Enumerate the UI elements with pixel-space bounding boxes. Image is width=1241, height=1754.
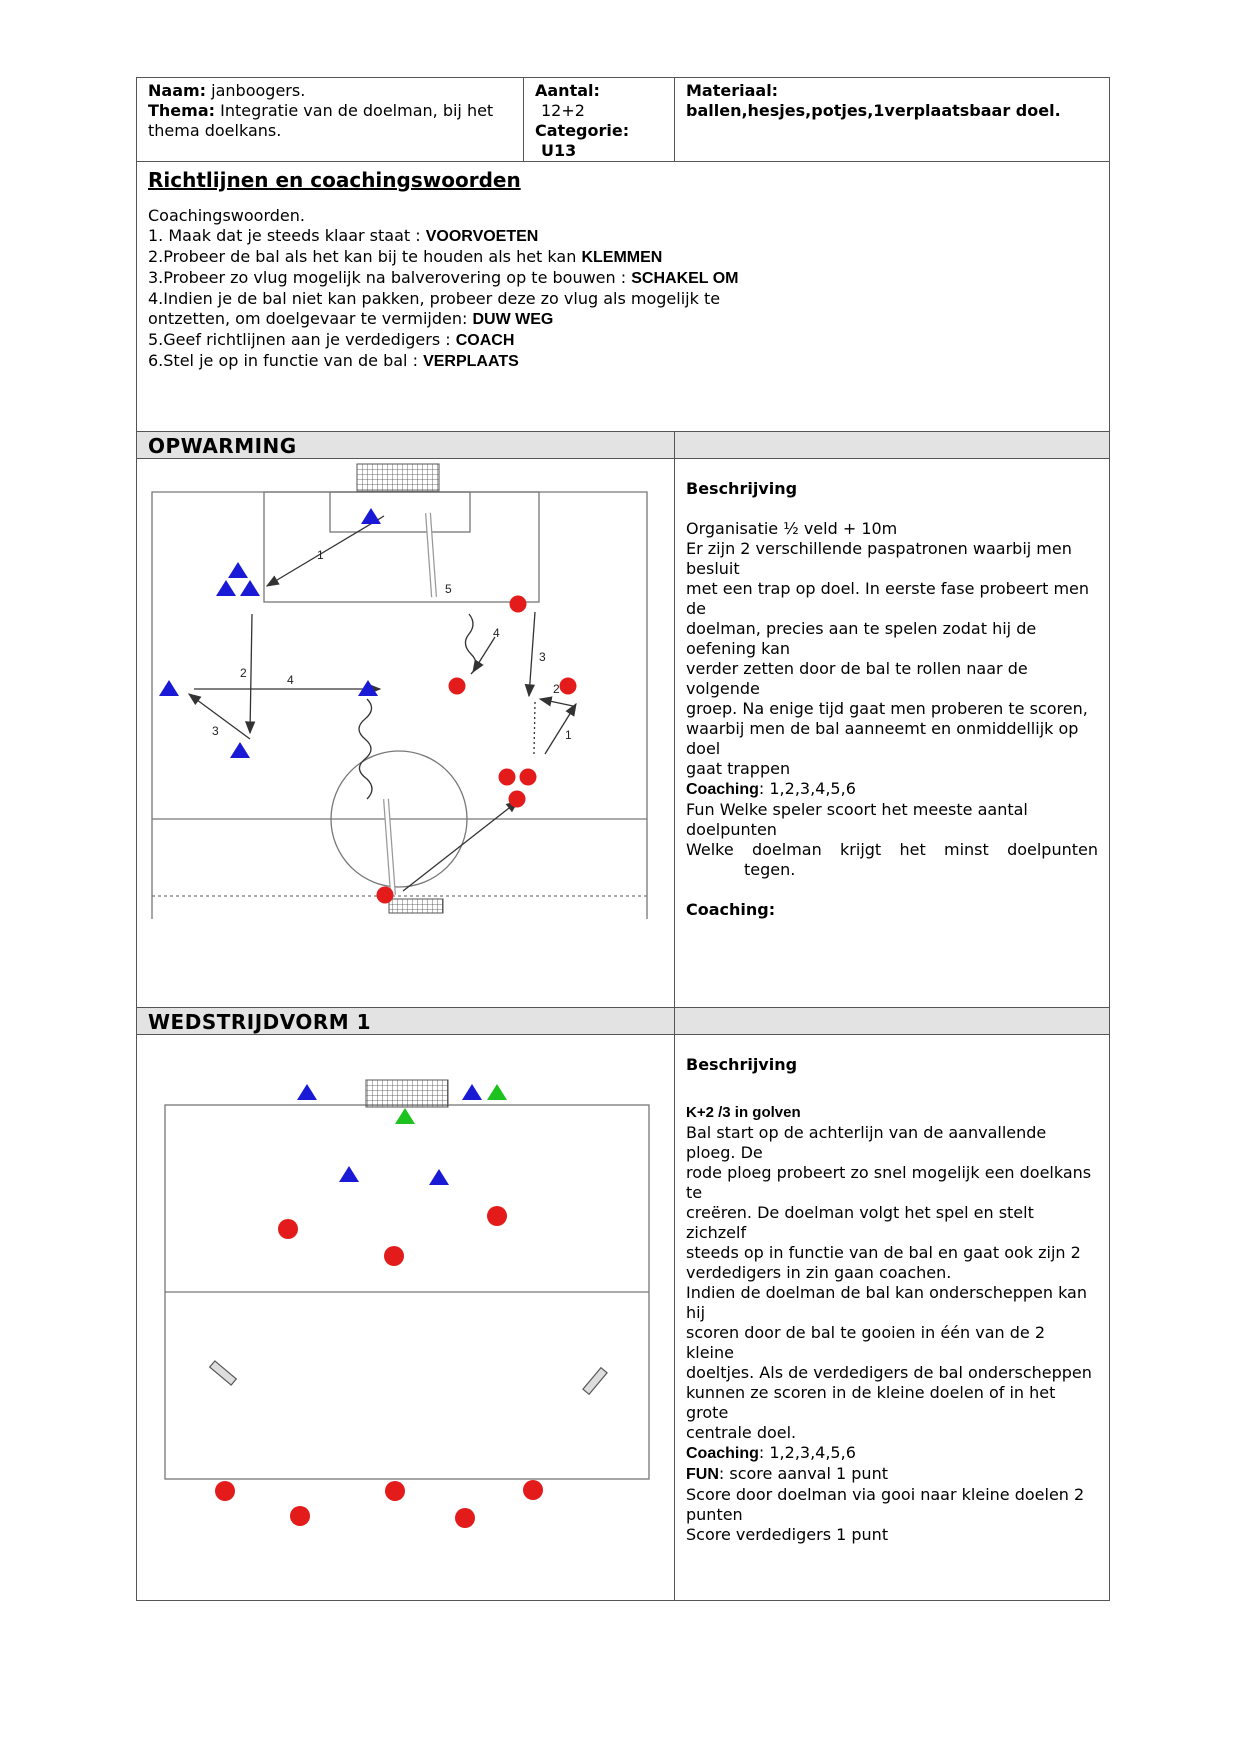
opwarming-row <box>137 459 1110 1008</box>
guidelines-title: Richtlijnen en coachingswoorden <box>148 168 521 192</box>
red-player-icon <box>290 1506 310 1526</box>
red-player-icon <box>455 1508 475 1528</box>
guideline-item: 3.Probeer zo vlug mogelijk na balverovering op te bouwen : SCHAKEL OM <box>148 268 739 287</box>
naam-cell: Naam: janboogers. Thema: Integratie van de doelman, bij het thema doelkans. <box>137 78 524 162</box>
red-player-icon <box>523 1480 543 1500</box>
desc-line: Score verdedigers 1 punt <box>686 1525 889 1544</box>
blue-player-icon <box>240 580 260 596</box>
red-player-icon <box>384 1246 404 1266</box>
arrows <box>189 513 576 895</box>
session-sheet <box>136 77 1109 1601</box>
blue-player-icon <box>429 1169 449 1185</box>
red-player-icon <box>510 596 527 613</box>
small-goals <box>210 1361 607 1394</box>
materiaal-value: ballen,hesjes,potjes,1verplaatsbaar doel. <box>686 101 1061 120</box>
arrow-label: 2 <box>240 666 247 680</box>
guideline-item: 6.Stel je op in functie van de bal : VERPLAATS <box>148 351 519 370</box>
red-players <box>215 1206 543 1528</box>
green-player-icon <box>395 1108 415 1124</box>
desc-line: steeds op in functie van de bal en gaat ook zijn 2 <box>686 1243 1081 1262</box>
arrow-label: 5 <box>445 582 452 596</box>
pitch-lines <box>165 1105 649 1479</box>
desc-line: centrale doel. <box>686 1423 797 1442</box>
arrow-label: 2 <box>553 682 560 696</box>
arrow-labels <box>212 548 572 742</box>
desc-line: verdedigers in zin gaan coachen. <box>686 1263 952 1282</box>
wedstrijdvorm-description <box>675 1035 1110 1601</box>
arrow-label: 1 <box>565 728 572 742</box>
guideline-item: 2.Probeer de bal als het kan bij te houden als het kan KLEMMEN <box>148 247 663 266</box>
wedstrijdvorm-subheading: K+2 /3 in golven <box>686 1104 801 1121</box>
arrow-label: 3 <box>539 650 546 664</box>
red-player-icon <box>278 1219 298 1239</box>
wedstrijdvorm-diagram-cell <box>137 1035 675 1601</box>
opwarming-diagram-cell <box>137 459 675 1008</box>
arrow-label: 1 <box>317 548 324 562</box>
training-form <box>136 77 1110 1601</box>
arrow-label: 4 <box>493 626 500 640</box>
categorie-value: U13 <box>541 141 577 160</box>
guidelines-list: Coachingswoorden. 1. Maak dat je steeds klaar staat : VOORVOETEN 2.Probeer de bal als het kan bij te houden als het kan KLEMMEN 3.Probeer zo vlug mogelijk na balverovering op te bouwen : SCHAKEL OM 4.Indien je de bal niet kan pakken, probeer deze zo vlug als mogelijk te ontzetten, om doelgevaar te vermijden: DUW WEG 5.Geef richtlijnen aan je verdedigers : COACH 6.Stel je op in functie van de bal : VERPLAATS <box>137 206 1109 372</box>
arrow-label: 4 <box>287 673 294 687</box>
desc-line: met een trap op doel. In eerste fase probeert men de <box>686 579 1090 618</box>
materiaal-cell: Materiaal: ballen,hesjes,potjes,1verplaatsbaar doel. <box>675 78 1110 162</box>
coaching-line: Coaching: 1,2,3,4,5,6 <box>686 1443 856 1462</box>
green-player-icon <box>487 1084 507 1100</box>
desc-line: scoren door de bal te gooien in één van de 2 kleine <box>686 1323 1045 1362</box>
blue-player-icon <box>358 680 378 696</box>
coaching-footer: Coaching: <box>686 900 776 919</box>
blue-player-icon <box>159 680 179 696</box>
desc-line: rode ploeg probeert zo snel mogelijk een doelkans te <box>686 1163 1092 1202</box>
desc-line: creëren. De doelman volgt het spel en stelt zichzelf <box>686 1203 1034 1242</box>
blue-player-icon <box>230 742 250 758</box>
guidelines-row <box>137 162 1110 432</box>
wedstrijdvorm-title: WEDSTRIJDVORM 1 <box>148 1010 372 1034</box>
guideline-item: 1. Maak dat je steeds klaar staat : VOORVOETEN <box>148 226 539 245</box>
desc-line: gaat trappen <box>686 759 791 778</box>
blue-player-icon <box>462 1084 482 1100</box>
desc-line: Bal start op de achterlijn van de aanvallende ploeg. De <box>686 1123 1047 1162</box>
guideline-item: 5.Geef richtlijnen aan je verdedigers : COACH <box>148 330 515 349</box>
desc-line: kunnen ze scoren in de kleine doelen of in het grote <box>686 1383 1056 1422</box>
desc-line: groep. Na enige tijd gaat men proberen te scoren, <box>686 699 1088 718</box>
fun-line: Fun Welke speler scoort het meeste aantal doelpunten <box>686 800 1028 839</box>
red-player-icon <box>560 678 577 695</box>
wedstrijdvorm-row <box>137 1035 1110 1601</box>
blue-player-icon <box>297 1084 317 1100</box>
desc-line: doeltjes. Als de verdedigers de bal onderscheppen <box>686 1363 1092 1382</box>
goal-icon <box>366 1080 448 1107</box>
red-player-icon <box>487 1206 507 1226</box>
red-player-icon <box>499 769 516 786</box>
opwarming-desc-heading: Beschrijving <box>686 479 798 498</box>
coaching-line: Coaching: 1,2,3,4,5,6 <box>686 779 856 798</box>
blue-player-icon <box>361 508 381 524</box>
opwarming-diagram <box>137 459 673 1007</box>
small-goal-icon <box>583 1368 607 1395</box>
naam-value: janboogers. <box>211 81 306 100</box>
wedstrijdvorm-desc-heading: Beschrijving <box>686 1055 798 1074</box>
desc-line: doelman, precies aan te spelen zodat hij de oefening kan <box>686 619 1037 658</box>
opwarming-title: OPWARMING <box>148 434 297 458</box>
red-player-icon <box>385 1481 405 1501</box>
guideline-item: 4.Indien je de bal niet kan pakken, probeer deze zo vlug als mogelijk te ontzetten, om doelgevaar te vermijden: DUW WEG <box>148 289 721 328</box>
arrow-label: 3 <box>212 724 219 738</box>
red-player-icon <box>215 1481 235 1501</box>
aantal-cell: Aantal: 12+2 Categorie: U13 <box>524 78 675 162</box>
guidelines-cell <box>137 162 1110 432</box>
desc-line: verder zetten door de bal te rollen naar de volgende <box>686 659 1028 698</box>
red-player-icon <box>377 887 394 904</box>
wedstrijdvorm-diagram <box>137 1035 673 1600</box>
red-player-icon <box>509 791 526 808</box>
goal-bottom-icon <box>389 899 443 913</box>
aantal-value: 12+2 <box>541 101 585 120</box>
goal-top-icon <box>357 464 439 491</box>
wedstrijdvorm-bar <box>137 1008 1110 1035</box>
blue-player-icon <box>339 1166 359 1182</box>
thema-value: Integratie van de doelman, bij het thema doelkans. <box>148 101 494 140</box>
desc-line: Indien de doelman de bal kan onderscheppen kan hij <box>686 1283 1087 1322</box>
desc-line: Score door doelman via gooi naar kleine doelen 2 punten <box>686 1485 1085 1524</box>
desc-line: Organisatie ½ veld + 10m <box>686 519 898 538</box>
opwarming-description: Beschrijving Organisatie ½ veld + 10m Er zijn 2 verschillende paspatronen waarbij men besluit met een trap op doel. In eerste fase probeert men de doelman, precies aan te spelen zodat hij de oefening kan verder zetten door de bal te rollen naar de volgende groep. Na enige tijd gaat men proberen te scoren, waarbij men de bal aanneemt en onmiddellijk op doel gaat trappen Coaching: 1,2,3,4,5,6 Fun Welke speler scoort het meeste aantal doelpunten Welke doelman krijgt het minst doelpunten tegen. Coaching: <box>675 459 1110 1008</box>
blue-players <box>159 508 381 758</box>
red-player-icon <box>449 678 466 695</box>
fun-line: FUN: score aanval 1 punt <box>686 1464 888 1483</box>
desc-line: waarbij men de bal aanneemt en onmiddellijk op doel <box>686 719 1079 758</box>
opwarming-bar <box>137 432 1110 459</box>
small-goal-icon <box>210 1361 237 1385</box>
header-row <box>137 78 1110 162</box>
desc-line: Er zijn 2 verschillende paspatronen waarbij men besluit <box>686 539 1072 578</box>
blue-player-icon <box>228 562 248 578</box>
blue-player-icon <box>216 580 236 596</box>
fun-line: Welke doelman krijgt het minst doelpunten <box>686 840 1098 859</box>
red-player-icon <box>520 769 537 786</box>
red-players <box>377 596 577 904</box>
